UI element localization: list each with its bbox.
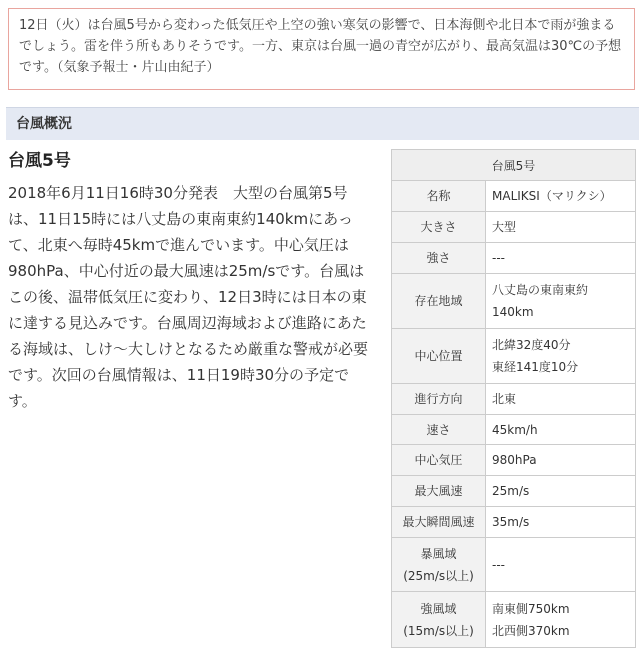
row-value-strength: --- [486,243,636,274]
table-row [392,384,636,415]
row-label-strong-wind-area [392,592,486,648]
typhoon-description: 2018年6月11日16時30分発表 大型の台風第5号は、11日15時には八丈島の東南東約140kmにあって、北東へ毎時45kmで進んでいます。中心気圧は980hPa、中心付近の最大風速は25m/sです。台風はこの後、温帯低気圧に変わり、12日3時には日本の東に達する見込みです。台風周辺海域および進路にあたる海域は、しけ～大しけとなるため厳重な警戒が必要です。次回の台風情報は、11日19時30分の予定です。 [8,184,369,410]
table-row [392,181,636,212]
row-value-gust: 35m/s [486,507,636,538]
row-label-name: 名称 [392,181,486,212]
value-line: 140km [492,305,534,319]
weather-notice [8,8,635,90]
row-value-size: 大型 [486,212,636,243]
label-line: 暴風域 [420,546,457,561]
row-label-max-wind: 最大風速 [392,476,486,507]
row-value-center [486,329,636,384]
row-value-area [486,274,636,329]
label-line: 強風域 [420,601,457,616]
table-row [392,274,636,329]
row-label-strength: 強さ [392,243,486,274]
table-caption-row [392,150,636,181]
value-line: 八丈島の東南東約 [492,283,589,297]
notice-text: 12日（火）は台風5号から変わった低気圧や上空の強い寒気の影響で、日本海側や北日本で雨が強まるでしょう。雷を伴う所もありそうです。一方、東京は台風一過の青空が広がり、最高気温は30℃の予想です。（気象予報士・片山由紀子） [19,18,622,75]
table-row [392,507,636,538]
row-label-area: 存在地域 [392,274,486,329]
section-header [6,107,639,140]
table-caption: 台風5号 [392,150,636,181]
row-value-storm-area: --- [486,538,636,592]
typhoon-title: 台風5号 [8,151,71,171]
row-label-center: 中心位置 [392,329,486,384]
value-line: 北西側370km [492,623,570,638]
value-line: 南東側750km [492,601,570,616]
row-value-name: MALIKSI（マリクシ） [486,181,636,212]
value-line: 北緯32度40分 [492,338,571,352]
row-label-direction: 進行方向 [392,384,486,415]
table-row [392,415,636,445]
row-label-size: 大きさ [392,212,486,243]
table-row [392,538,636,592]
row-value-pressure: 980hPa [486,445,636,476]
table-row [392,243,636,274]
row-value-max-wind: 25m/s [486,476,636,507]
label-line: (15m/s以上) [403,623,474,638]
label-line: (25m/s以上) [403,568,474,583]
row-value-direction: 北東 [486,384,636,415]
table-row [392,445,636,476]
row-label-pressure: 中心気圧 [392,445,486,476]
typhoon-info-table [391,149,636,648]
row-value-strong-wind-area [486,592,636,648]
row-label-gust: 最大瞬間風速 [392,507,486,538]
table-row [392,476,636,507]
table-row [392,592,636,648]
value-line: 東経141度10分 [492,360,579,374]
table-row [392,212,636,243]
row-value-speed: 45km/h [486,415,636,445]
section-title: 台風概況 [16,116,72,132]
row-label-speed: 速さ [392,415,486,445]
row-label-storm-area [392,538,486,592]
table-row [392,329,636,384]
